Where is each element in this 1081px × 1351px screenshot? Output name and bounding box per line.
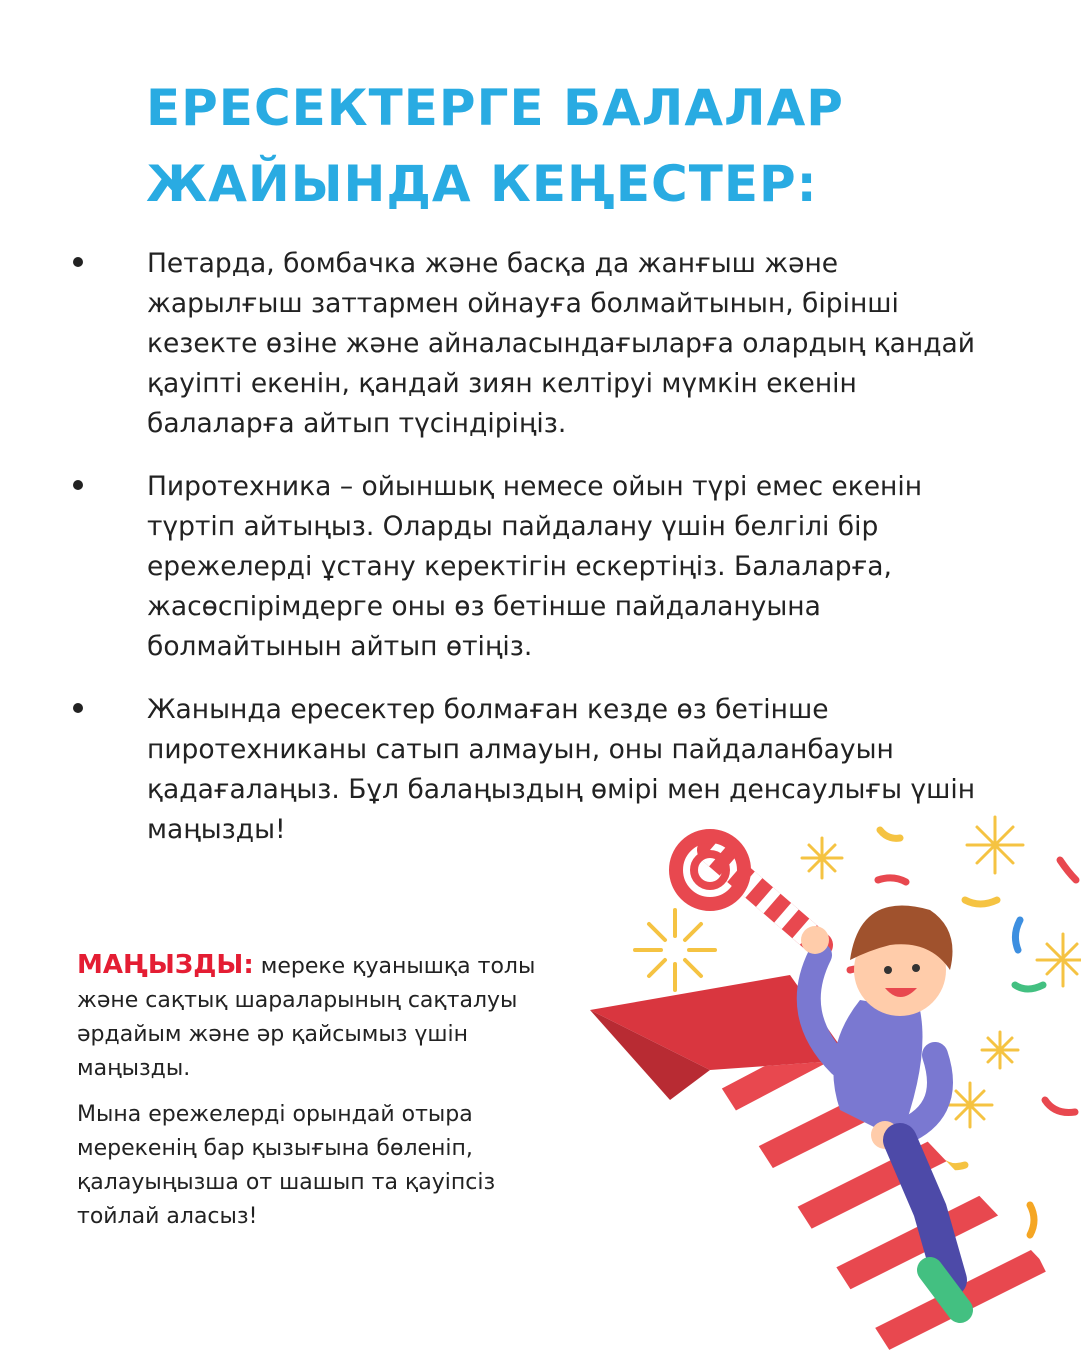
child-on-rocket-illustration	[560, 800, 1081, 1351]
sparkle-icon	[1037, 934, 1081, 986]
page-title	[146, 70, 1006, 222]
note-label: МАҢЫЗДЫ:	[77, 950, 254, 980]
note-paragraph-1	[77, 948, 577, 1086]
sparkle-icon	[802, 838, 842, 878]
sparkle-icon	[982, 1032, 1018, 1068]
title-line-2: ЖАЙЫНДА КЕҢЕСТЕР:	[146, 155, 818, 213]
important-note	[77, 948, 577, 1246]
tip-text: Петарда, бомбачка және басқа да жанғыш және жарылғыш заттармен ойнауға болмайтынын, бірінші кезекте өзіне және айналасындағыларға олардың қандай қауіпті екенін, қандай зиян келтіруі мүмкін екенін балаларға айтып түсіндіріңіз.	[147, 248, 976, 439]
bullet-icon	[73, 480, 83, 490]
tip-text: Жанында ересектер болмаған кезде өз бетінше пиротехниканы сатып алмауын, оны пайдаланбауын қадағалаңыз. Бұл балаңыздың өмірі мен денсаулығы үшін маңызды!	[147, 694, 976, 845]
tips-list	[0, 244, 1081, 873]
note-text: мереке қуанышқа толы және сақтық шараларының сақталуы әрдайым және әр қайсымыз үшін маңызды.	[77, 954, 536, 1081]
tip-item	[0, 244, 1081, 444]
sparkle-icon	[967, 817, 1023, 873]
sparkle-icon	[948, 1083, 992, 1127]
bullet-icon	[73, 703, 83, 713]
title-line-1: ЕРЕСЕКТЕРГЕ БАЛАЛАР	[146, 79, 844, 137]
tip-item	[0, 467, 1081, 667]
sparkle-icon	[635, 910, 715, 990]
bullet-icon	[73, 257, 83, 267]
note-paragraph-2: Мына ережелерді орындай отыра мерекенің бар қызығына бөленіп, қалауыңызша от шашып та қауіпсіз тойлай аласыз!	[77, 1102, 496, 1229]
tip-text: Пиротехника – ойыншық немесе ойын түрі емес екенін түртіп айтыңыз. Оларды пайдалану үшін белгілі бір ережелерді ұстану керектігін ескертіңіз. Балаларға, жасөспірімдерге оны өз бетінше пайдалануына болмайтынын айтып өтіңіз.	[147, 471, 923, 662]
